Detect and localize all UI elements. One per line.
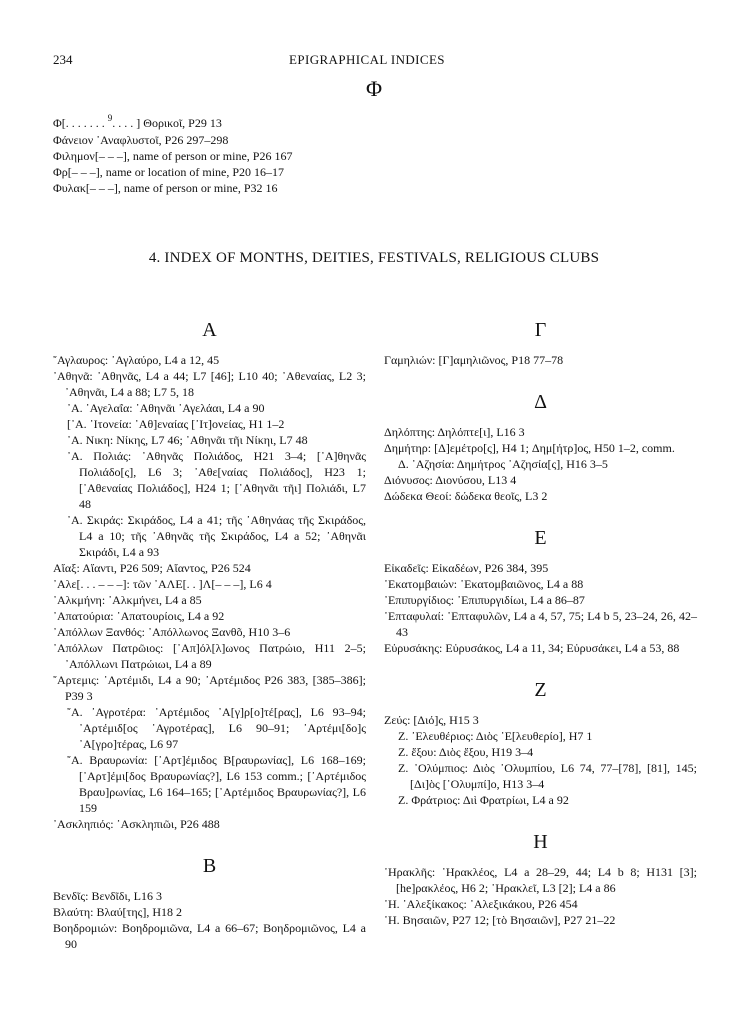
index-entry: ᾿Αλκμήνη: ᾿Αλκμήνει, L4 a 85 <box>53 593 202 607</box>
phi-entry: Φ[. . . . . . . $^9$. . . . ] Θορικοῖ, P29 13 <box>53 113 222 130</box>
index-entry: Βοηδρομιών: Βοηδρομιῶνα, L4 a 66–67; Βοηδρομιῶνος, L4 a 90 <box>53 921 366 951</box>
index-entry: ᾿Αλε[. . . – – –]: τῶν ᾿ΑΛΕ[. . ]Λ[– – –], L6 4 <box>53 577 272 591</box>
index-subentry: Ζ. ᾿Ελευθέριος: Διὸς ᾿Ε[λευθερίο], H7 1 <box>398 729 593 743</box>
index-subentry: ῎Α. Βραυρωνία: [᾿Αρτ]έμιδος Β[ραυρωνίας], L6 168–169; [᾿Αρτ]έμι[δος Βραυρωνίας?], L6 153 comm.; [᾿Αρτέμιδος Βραυ]ρωνίας, L6 164–165; [᾿Αρτέμιδος Βραυρωνίας?], L6 159 <box>67 753 366 815</box>
phi-entry: Φάνειον ᾿Αναφλυστοῖ, P26 297–298 <box>53 133 229 147</box>
gamma-heading: Γ <box>534 319 547 341</box>
delta-heading: Δ <box>534 391 547 413</box>
index-entry: ῾Εκατομβαιών: ῾Εκατομβαιῶνος, L4 a 88 <box>384 577 584 591</box>
index-entry: Δώδεκα Θεοί: δώδεκα θεοῖς, L3 2 <box>384 489 548 503</box>
index-entry: Εὐρυσάκης: Εὐρυσάκος, L4 a 11, 34; Εὐρυσάκει, L4 a 53, 88 <box>384 641 680 655</box>
phi-entry: Φρ[– – –], name or location of mine, P20 16–17 <box>53 165 285 179</box>
index-entry: ῾Η. Βησαιῶν, P27 12; [τὸ Βησαιῶν], P27 21–22 <box>384 913 616 927</box>
index-entry: Δηλόπτης: Δηλόπτε[ι], L16 3 <box>384 425 525 439</box>
index-entry: ᾿Επιπυργίδιος: ᾿Επιπυργιδίωι, L4 a 86–87 <box>384 593 585 607</box>
index-entry: ῾Επταφυλαί: ῾Επταφυλῶν, L4 a 4, 57, 75; L4 b 5, 23–24, 26, 42–43 <box>384 609 697 639</box>
phi-entry: Φυλακ[– – –], name of person or mine, P32 16 <box>53 181 278 195</box>
index-subentry: Δ. ᾿Αζησία: Δημήτρος ᾿Αζησία[ς], H16 3–5 <box>398 457 608 471</box>
index-entry: Γαμηλιών: [Γ]αμηλιῶνος, P18 77–78 <box>384 353 564 367</box>
page-number: 234 <box>53 52 73 67</box>
index-entry: Βλαύτη: Βλαύ[της], H18 2 <box>53 905 183 919</box>
index-subentry: ῎Α. ᾿Αγροτέρα: ᾿Αρτέμιδος ᾿Α[γ]ρ[ο]τέ[ρας], L6 93–94; ᾿Αρτέμιδ[ος ᾿Αγροτέρας], L6 90–91; ᾿Αρτέμι[δο]ς ᾿Α[γρο]τέρας, L6 97 <box>67 705 366 751</box>
epsilon-heading: E <box>534 527 547 549</box>
index-entry: Εἰκαδεῖς: Εἰκαδέων, P26 384, 395 <box>384 561 549 575</box>
running-title: EPIGRAPHICAL INDICES <box>289 52 445 67</box>
index-subentry: ᾿Α. Νικη: Νίκης, L7 46; ᾿Αθηνᾶι τῆι Νίκηι, L7 48 <box>67 433 308 447</box>
index-entry: ῎Αγλαυρος: ᾿Αγλαύρο, L4 a 12, 45 <box>53 353 220 367</box>
index-subentry: ᾿Α. ᾿Αγελαΐα: ᾿Αθηνᾶι ᾿Αγελάαι, L4 a 90 <box>67 401 265 415</box>
index-subentry: Ζ. Φράτριος: Διὶ Φρατρίωι, L4 a 92 <box>398 793 569 807</box>
index-entry: Δημήτηρ: [Δ]εμέτρο[ς], H4 1; Δημ[ήτρ]ος, H50 1–2, comm. <box>384 441 675 455</box>
index-entry: ᾿Ασκληπιός: ᾿Ασκληπιῶι, P26 488 <box>53 817 220 831</box>
phi-entry-list <box>53 115 453 196</box>
phi-entry: Φιλημον[– – –], name of person or mine, P26 167 <box>53 149 293 163</box>
eta-heading: H <box>533 831 548 853</box>
left-column <box>53 318 366 952</box>
index-entry: Αἴαξ: Αἴαντι, P26 509; Αἴαντος, P26 524 <box>53 561 251 575</box>
index-entry: ᾿Αθηνᾶ: ᾿Αθηνᾶς, L4 a 44; L7 [46]; L10 40; ᾿Αθεναίας, L2 3; ᾿Αθηνᾶι, L4 a 88; L7 5, 18 <box>53 369 366 399</box>
index-entry: Διόνυσος: Διονύσου, L13 4 <box>384 473 517 487</box>
index-subentry: ᾿Α. Πολιάς: ᾿Αθηνᾶς Πολιάδος, H21 3–4; [᾿Α]θηνᾶς Πολιάδο[ς], L6 3; ᾿Αθε[ναίας Πολιάδος], H23 1; [᾿Αθεναίας Πολιάδος], H24 1; [᾿Αθηνᾶι τῆι] Πολιάδι, L7 48 <box>67 449 366 511</box>
index-subentry: Ζ. ᾿Ολύμπιος: Διὸς ᾿Ολυμπίου, L6 74, 77–[78], [81], 145; [Δι]ὸς [᾿Ολυμπί]ο, H13 3–4 <box>398 761 697 791</box>
index-entry: ᾿Απόλλων Ξανθός: ᾿Απόλλωνος Ξανθõ, H10 3–6 <box>53 625 291 639</box>
section-title: 4. INDEX OF MONTHS, DEITIES, FESTIVALS, RELIGIOUS CLUBS <box>148 250 600 266</box>
right-column <box>384 318 697 928</box>
index-subentry: Ζ. ἔξου: Διὸς ἔξου, H19 3–4 <box>398 745 534 759</box>
index-entry: Ζεύς: [Διό]ς, H15 3 <box>384 713 479 727</box>
zeta-heading: Z <box>534 679 547 701</box>
index-entry: Βενδῖς: Βενδῖδι, L16 3 <box>53 889 163 903</box>
index-entry: ῎Αρτεμις: ᾿Αρτέμιδι, L4 a 90; ᾿Αρτέμιδος P26 383, [385–386]; P39 3 <box>53 673 366 703</box>
index-entry: ᾿Απόλλων Πατρῶιος: [᾿Απ]όλ[λ]ωνος Πατρώιο, H11 2–5; ᾿Απόλλωνι Πατρώιωι, L4 a 89 <box>53 641 366 671</box>
index-subentry: ᾿Α. Σκιράς: Σκιράδος, L4 a 41; τῆς ᾿Αθηνάας τῆς Σκιράδος, L4 a 10; τῆς ᾿Αθηνᾶς τῆς Σκιράδος, L4 a 52; ᾿Αθηνᾶι Σκιράδι, L4 a 93 <box>67 513 366 559</box>
alpha-heading: A <box>202 319 217 341</box>
index-entry: ῾Ηρακλῆς: ῾Ηρακλέος, L4 a 28–29, 44; L4 b 8; H131 [3]; [he]ρακλέος, H6 2; ῾Ηρακλεῖ, L3 [2]; L4 a 86 <box>384 865 697 895</box>
index-subentry: [᾿Α. ᾿Ιτονεία: ᾿Αθ]εναίας [᾿Ιτ]ονείας, H1 1–2 <box>67 417 285 431</box>
index-entry: ᾿Απατούρια: ᾿Απατουρίοις, L4 a 92 <box>53 609 225 623</box>
phi-letter-heading: Φ <box>365 76 383 101</box>
index-entry: ῾Η. ᾿Αλεξίκακος: ᾿Αλεξικάκου, P26 454 <box>384 897 578 911</box>
beta-heading: B <box>202 855 217 877</box>
